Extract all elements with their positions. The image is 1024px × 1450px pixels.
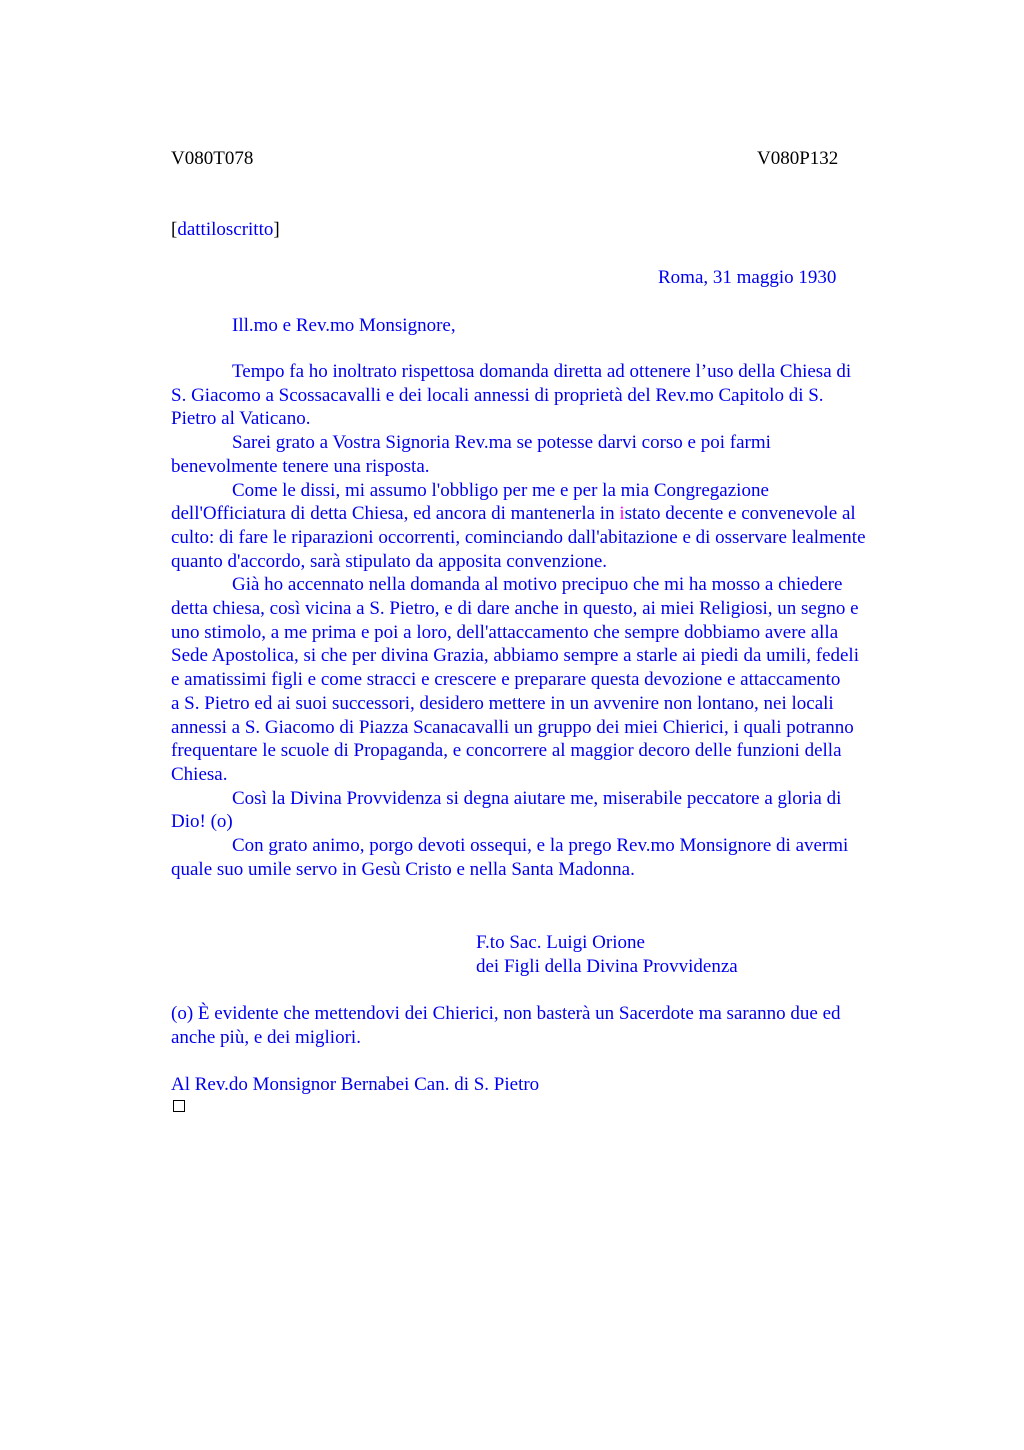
- body-fragment: dell'Officiatura di detta Chiesa, ed ancora di mantenerla in: [171, 503, 620, 525]
- body-line: benevolmente tenere una risposta.: [171, 455, 430, 477]
- document-code-left: V080T078: [171, 148, 254, 169]
- note-label: dattiloscritto: [177, 219, 274, 240]
- signature-congregation: dei Figli della Divina Provvidenza: [476, 956, 738, 977]
- body-fragment: stato decente e convenevole al: [624, 503, 856, 525]
- body-line-with-highlight: [171, 502, 941, 526]
- body-line: quale suo umile servo in Gesù Cristo e nella Santa Madonna.: [171, 858, 635, 880]
- body-line: detta chiesa, così vicina a S. Pietro, e di dare anche in questo, ai miei Religiosi, un segno e: [171, 598, 859, 620]
- body-line: annessi a S. Giacomo di Piazza Scanacavalli un gruppo dei miei Chierici, i quali potranno: [171, 716, 854, 738]
- body-line: Dio! (o): [171, 811, 233, 833]
- salutation: Ill.mo e Rev.mo Monsignore,: [232, 315, 456, 336]
- body-line: Sarei grato a Vostra Signoria Rev.ma se potesse darvi corso e poi farmi: [232, 432, 771, 454]
- body-line: Sede Apostolica, si che per divina Grazia, abbiamo sempre a starle ai piedi da umili, fedeli: [171, 645, 859, 667]
- body-line: Come le dissi, mi assumo l'obbligo per me e per la mia Congregazione: [232, 479, 769, 501]
- body-line: Già ho accennato nella domanda al motivo precipuo che mi ha mosso a chiedere: [232, 574, 843, 596]
- note-open-bracket: [: [171, 219, 178, 240]
- body-line: frequentare le scuole di Propaganda, e concorrere al maggior decoro delle funzioni della: [171, 740, 842, 762]
- body-line: Chiesa.: [171, 763, 228, 785]
- body-line: S. Giacomo a Scossacavalli e dei locali annessi di proprietà del Rev.mo Capitolo di S.: [171, 384, 824, 406]
- body-line: uno stimolo, a me prima e poi a loro, dell'attaccamento che sempre dobbiamo avere alla: [171, 621, 839, 643]
- body-line: Tempo fa ho inoltrato rispettosa domanda diretta ad ottenere l’uso della Chiesa di: [232, 361, 852, 382]
- body-line: a S. Pietro ed ai suoi successori, desidero mettere in un avvenire non lontano, nei locali: [171, 692, 834, 714]
- typewritten-note: [171, 218, 280, 242]
- highlighted-letter: i: [619, 503, 625, 525]
- body-line: Così la Divina Provvidenza si degna aiutare me, miserabile peccatore a gloria di: [232, 787, 842, 809]
- footnote-line: anche più, e dei migliori.: [171, 1027, 361, 1048]
- square-marker-icon: [173, 1100, 185, 1112]
- document-code-right: V080P132: [757, 148, 839, 169]
- footnote-line: (o) È evidente che mettendovi dei Chierici, non basterà un Sacerdote ma saranno due ed: [171, 1003, 841, 1024]
- body-line: quanto d'accordo, sarà stipulato da apposita convenzione.: [171, 550, 608, 572]
- note-close-bracket: ]: [273, 219, 280, 240]
- body-line: Pietro al Vaticano.: [171, 408, 311, 430]
- addressee: Al Rev.do Monsignor Bernabei Can. di S. Pietro: [171, 1074, 540, 1095]
- body-line: culto: di fare le riparazioni occorrenti, cominciando dall'abitazione e di osservare lealmente: [171, 526, 866, 548]
- letter-body: [171, 360, 941, 881]
- date-line: Roma, 31 maggio 1930: [658, 267, 837, 288]
- signature-name: F.to Sac. Luigi Orione: [476, 932, 645, 953]
- body-line: Con grato animo, porgo devoti ossequi, e la prego Rev.mo Monsignore di avermi: [232, 835, 849, 857]
- body-line: e amatissimi figli e come stracci e crescere e preparare questa devozione e attaccamento: [171, 669, 841, 691]
